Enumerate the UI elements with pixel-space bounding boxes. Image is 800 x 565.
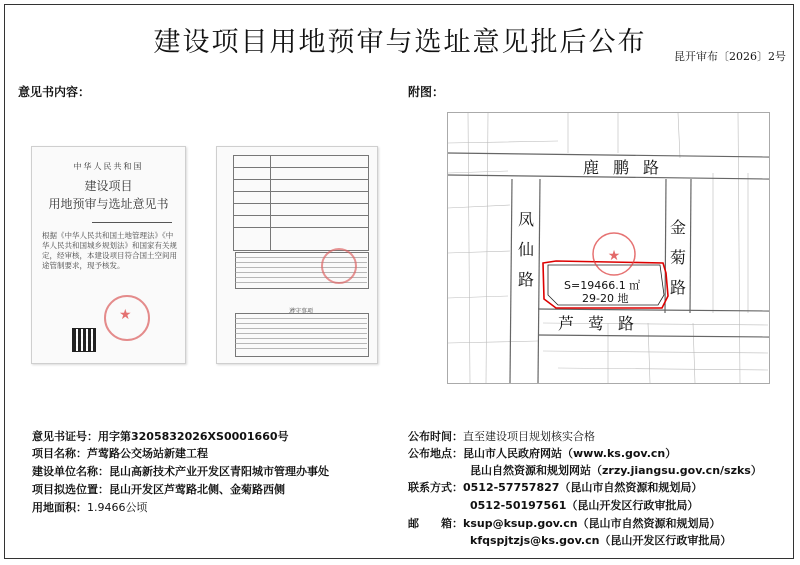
location-row — [32, 481, 285, 497]
cert-number-label: 意见书证号： — [32, 430, 98, 443]
project-name-label: 项目名称： — [32, 447, 87, 460]
map-area-label: S=19466.1 ㎡ — [564, 279, 641, 292]
page-title: 建设项目用地预审与选址意见批后公布 — [153, 27, 647, 58]
cover-title-line2: 用地预审与选址意见书 — [48, 197, 169, 211]
cert-number-value: 用字第3205832026XS0001660号 — [98, 430, 289, 443]
builder-value: 昆山高新技术产业开发区青阳城市管理办事处 — [109, 465, 329, 478]
svg-text:★: ★ — [607, 248, 621, 264]
area-value: 1.9466公顷 — [87, 501, 148, 514]
opinion-section-label: 意见书内容： — [18, 85, 91, 99]
builder-row — [32, 463, 329, 479]
phone-value-1: 0512-57757827（昆山市自然资源和规划局） — [463, 481, 703, 494]
phone-value-2: 0512-50197561（昆山开发区行政审批局） — [470, 499, 699, 512]
email-row — [408, 515, 721, 531]
area-label: 用地面积： — [32, 501, 87, 514]
cover-paragraph: 根据《中华人民共和国土地管理法》《中华人民共和国城乡规划法》和国家有关规定，经审核，本建设项目符合国土空间用途管制要求，现予核发。 — [42, 231, 177, 270]
location-value: 昆山开发区芦莺路北侧、金菊路西侧 — [109, 483, 285, 496]
pub-time-value: 直至建设项目规划核实合格 — [463, 430, 595, 443]
pub-place-value-2: 昆山自然资源和规划网站（zrzy.jiangsu.gov.cn/szks） — [470, 464, 762, 477]
project-name-value: 芦莺路公交场站新建工程 — [87, 447, 208, 460]
cover-country: 中华人民共和国 — [73, 162, 144, 171]
cover-title-line1: 建设项目 — [84, 179, 133, 193]
email-label: 邮 箱： — [408, 517, 463, 530]
phone-row-2 — [470, 497, 698, 513]
map-road-north: 鹿鹏路 — [583, 158, 674, 177]
location-label: 项目拟选位置： — [32, 483, 109, 496]
phone-row — [408, 479, 702, 495]
attachment-section-label: 附图： — [408, 85, 445, 99]
pub-place-label: 公布地点： — [408, 447, 463, 460]
document-number: 昆开审布〔2026〕2号 — [674, 50, 786, 63]
map-road-west: 凤仙路 — [518, 210, 535, 289]
email-row-2 — [470, 532, 731, 548]
pub-place-row-2 — [470, 462, 762, 478]
form-seal-icon — [321, 248, 357, 284]
form-table — [233, 155, 369, 251]
map-road-south: 芦莺路 — [558, 314, 649, 333]
site-map — [447, 112, 770, 384]
official-seal-icon — [104, 295, 150, 341]
phone-label: 联系方式： — [408, 481, 463, 494]
cert-number-row — [32, 428, 289, 444]
email-value-2: kfqspjtzjs@ks.gov.cn（昆山开发区行政审批局） — [470, 534, 732, 547]
pub-time-label: 公布时间： — [408, 430, 463, 443]
email-value-1: ksup@ksup.gov.cn（昆山市自然资源和规划局） — [463, 517, 721, 530]
area-row — [32, 499, 148, 515]
pub-time-row — [408, 428, 595, 444]
cover-number-line — [92, 216, 172, 223]
builder-label: 建设单位名称： — [32, 465, 109, 478]
form-notes-text — [235, 318, 367, 350]
map-road-east: 金菊路 — [670, 218, 687, 297]
map-plot-code: 29-20 地 — [582, 292, 629, 305]
pub-place-row — [408, 445, 676, 461]
pub-place-value-1: 昆山市人民政府网站（www.ks.gov.cn） — [463, 447, 677, 460]
form-notes-heading: 遵守事项 — [289, 308, 314, 315]
project-name-row — [32, 445, 208, 461]
certificate-cover-image — [31, 146, 186, 364]
certificate-form-image — [216, 146, 378, 364]
qr-code-icon — [73, 329, 95, 351]
